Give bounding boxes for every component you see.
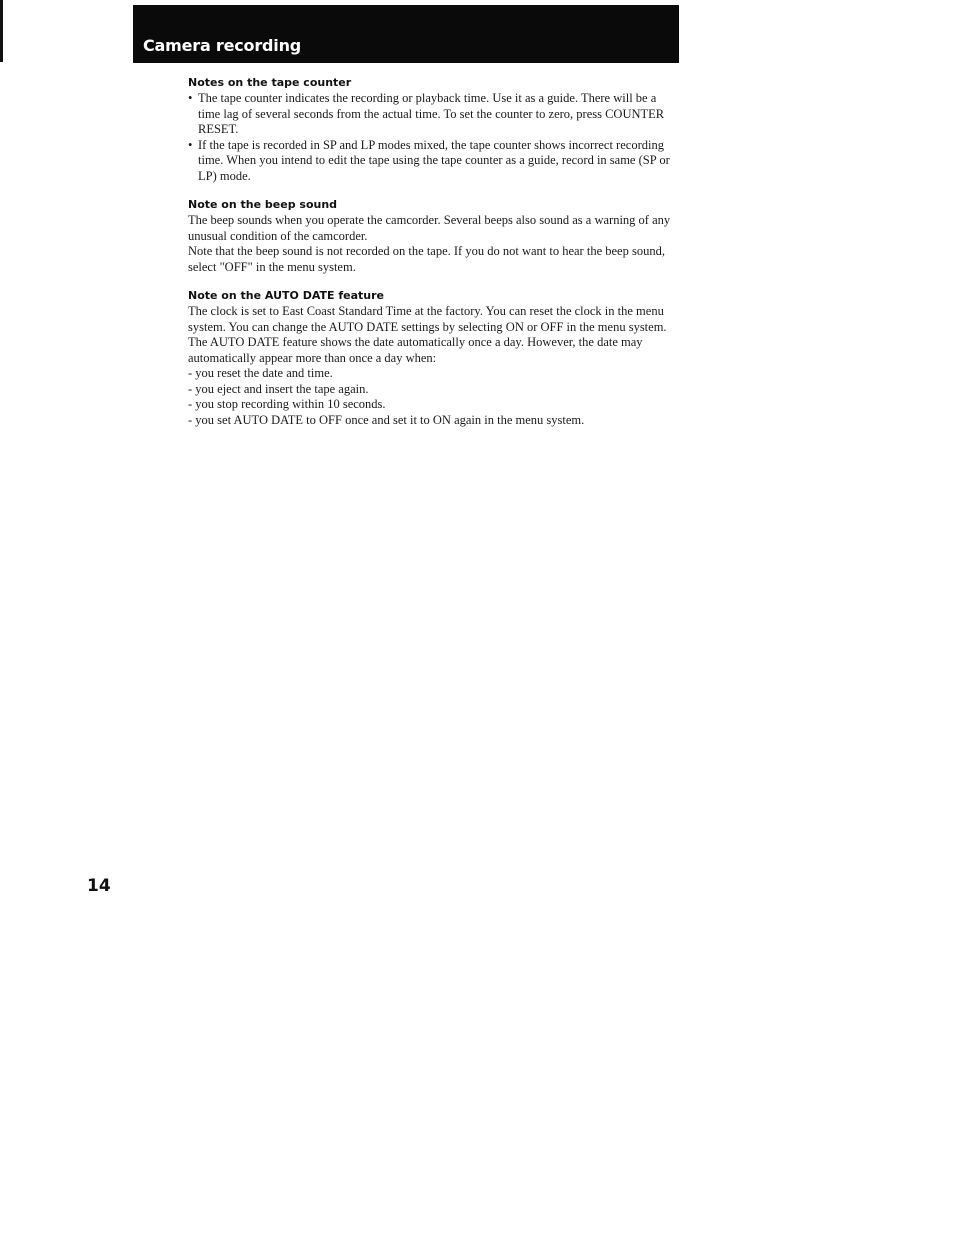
section-heading: Notes on the tape counter [188,76,352,89]
paragraph: The clock is set to East Coast Standard Time at the factory. You can reset the clock in the menu system. You can change the AUTO DATE settings by selecting ON or OFF in the menu system. The AUTO DATE feature shows the date automatically once a day. However, the date may automatically appear more than once a day when: [188,304,667,365]
section-title: Camera recording [143,36,302,55]
page-number: 14 [87,876,111,896]
page-edge-mark [0,0,3,62]
list-item: - you stop recording within 10 seconds. [188,397,386,411]
section-beep-sound [188,198,678,275]
list-item: - you eject and insert the tape again. [188,381,369,396]
bullet-text: The tape counter indicates the recording or playback time. Use it as a guide. There will be a time lag of several seconds from the actual time. To set the counter to zero, press COUNTER RESET. [198,91,665,136]
bullet-item [188,138,678,185]
list-item: - you reset the date and time. [188,366,333,380]
section-auto-date [188,289,678,428]
page-content [188,76,678,442]
bullet-text: If the tape is recorded in SP and LP modes mixed, the tape counter shows incorrect recording time. When you intend to edit the tape using the tape counter as a guide, record in same (SP or LP) mode. [198,137,670,183]
list-item: - you set AUTO DATE to OFF once and set it to ON again in the menu system. [188,412,585,427]
paragraph: Note that the beep sound is not recorded on the tape. If you do not want to hear the beep sound, select "OFF" in the menu system. [188,244,665,274]
section-heading: Note on the AUTO DATE feature [188,289,384,302]
paragraph: The beep sounds when you operate the camcorder. Several beeps also sound as a warning of any unusual condition of the camcorder. [188,213,671,243]
section-tape-counter [188,76,678,184]
bullet-item [188,91,678,138]
section-header-bar [133,5,679,63]
bullet-icon: • [188,137,193,152]
bullet-icon: • [188,91,193,105]
section-heading: Note on the beep sound [188,198,338,211]
dash-list [188,366,678,428]
